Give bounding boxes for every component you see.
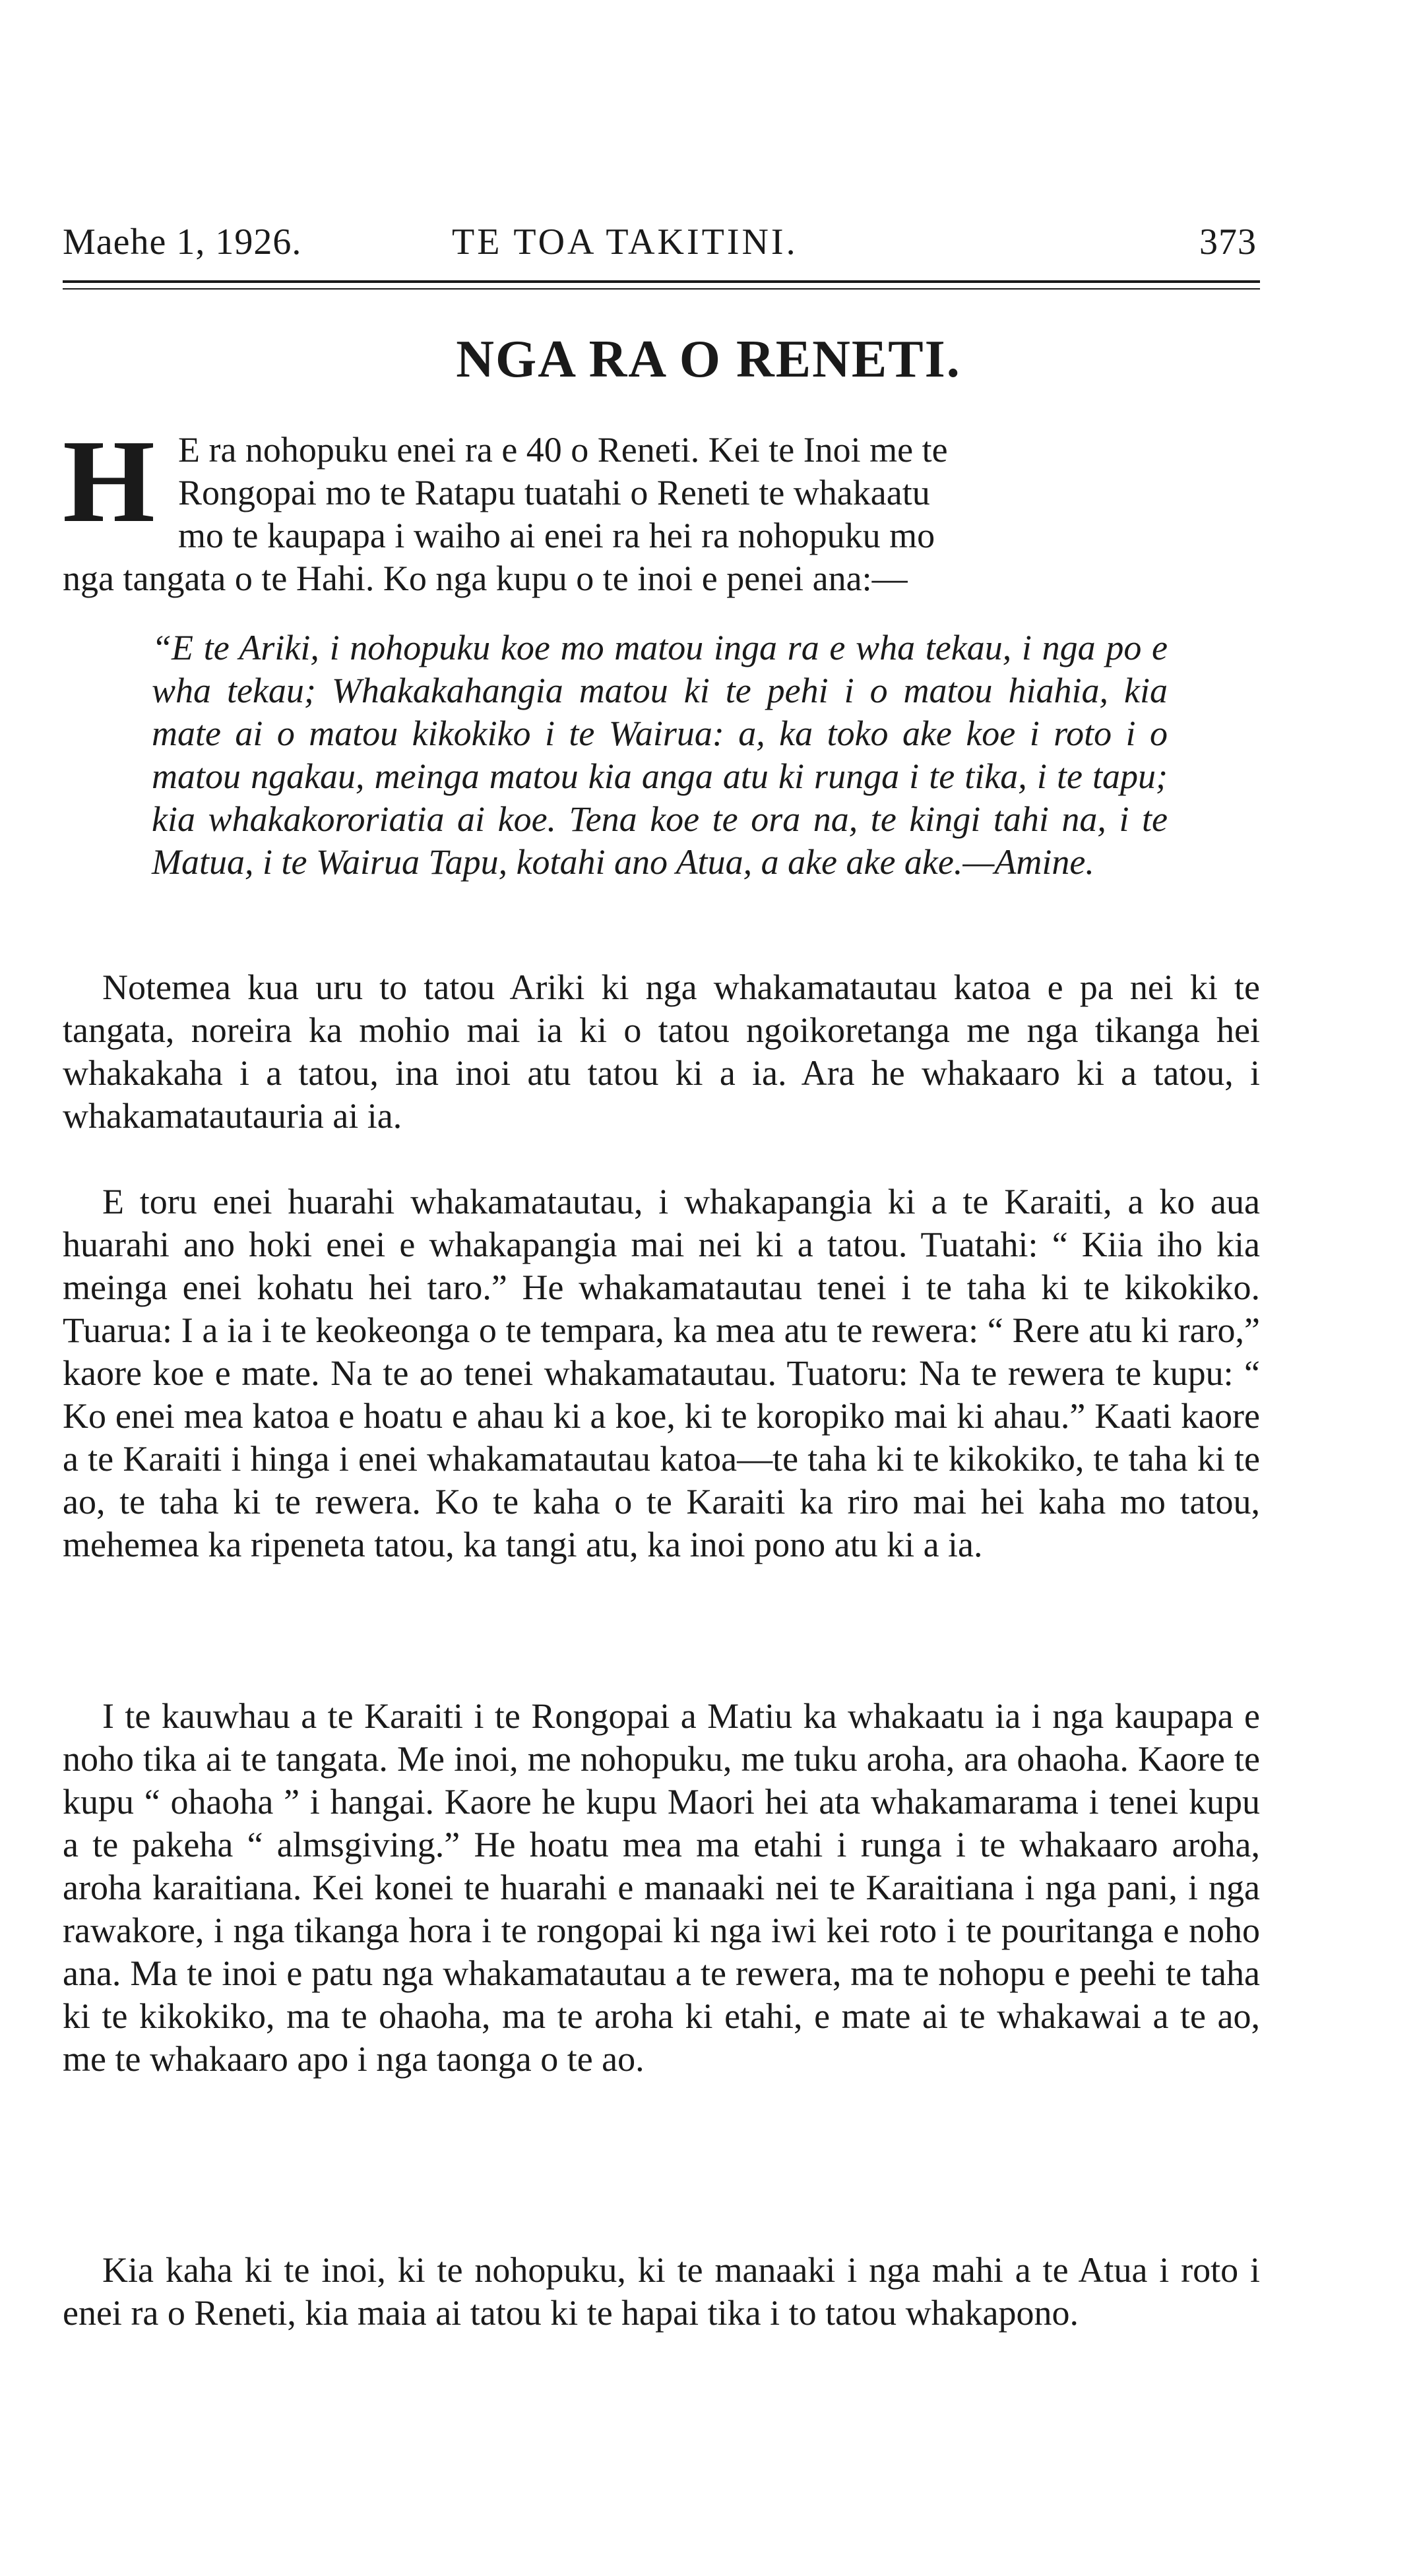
paragraph-2 [63, 1181, 1260, 1566]
article-title: NGA RA O RENETI. [456, 330, 961, 388]
body-paragraph: E toru enei huarahi whakamatautau, i whakapangia ki a te Karaiti, a ko aua huarahi ano hoki enei e whakapangia mai nei ki a tatou. Tuatahi: “ Kiia iho kia meinga enei kohatu hei taro.” He whakamatautau tenei i te taha ki te kikokiko. Tuarua: I a ia i te keokeonga o te tempara, ka mea atu te rewera: “ Rere atu ki raro,” kaore koe e mate. Na te ao tenei whakamatautau. Tuatoru: Na te rewera te kupu: “ Ko enei mea katoa e hoatu e ahau ki a koe, ki te koropiko mai ki ahau.” Kaati kaore a te Karaiti i hinga i enei whakamatautau katoa—te taha ki te kikokiko, te taha ki te ao, te taha ki te rewera. Ko te kaha o te Karaiti ka riro mai hei kaha mo tatou, mehemea ka ripeneta tatou, ka tangi atu, ka inoi pono atu ki a ia. [63, 1182, 1260, 1564]
intro-line: mo te kaupapa i waiho ai enei ra hei ra nohopuku mo [178, 516, 935, 555]
body-paragraph: Notemea kua uru to tatou Ariki ki nga whakamatautau katoa e pa nei ki te tangata, noreira ka mohio mai ia ki o tatou ngoikoretanga me nga tikanga hei whakakaha i a tatou, ina inoi atu tatou ki a ia. Ara he whakaaro ki a tatou, i whakamatautauria ai ia. [63, 967, 1260, 1136]
publication-title: TE TOA TAKITINI. [452, 222, 798, 262]
prayer-text [152, 627, 1168, 884]
paragraph-4 [63, 2249, 1260, 2335]
body-paragraph: I te kauwhau a te Karaiti i te Rongopai a Matiu ka whakaatu ia i nga kaupapa e noho tika ai te tangata. Me inoi, me nohopuku, me tuku aroha, ara ohaoha. Kaore te kupu “ ohaoha ” i hangai. Kaore he kupu Maori hei ata whakamarama i tenei kupu a te pakeha “ almsgiving.” He hoatu mea ma etahi i runga i te whakaaro aroha, aroha karaitiana. Kei konei te huarahi e manaaki nei te Karaitiana i nga pani, i nga rawakore, i nga tikanga hora i te rongopai ki nga iwi kei roto i te pouritanga e noho ana. Ma te inoi e patu nga whakamatautau a te rewera, ma te nohopu e peehi te taha ki te kikokiko, ma te ohaoha, ma te aroha ki etahi, e mate ai te whakawai a te ao, me te whakaaro apo i nga taonga o te ao. [63, 1696, 1260, 2079]
header-rule-thick [63, 280, 1260, 283]
body-paragraph: Kia kaha ki te inoi, ki te nohopuku, ki te manaaki i nga mahi a te Atua i roto i enei ra o Reneti, kia maia ai tatou ki te hapai tika i to tatou whakapono. [63, 2250, 1260, 2333]
paragraph-3 [63, 1695, 1260, 2081]
drop-cap: H [63, 415, 156, 547]
intro-lines [178, 429, 1260, 557]
paragraph-1 [63, 966, 1260, 1138]
issue-date: Maehe 1, 1926. [63, 222, 302, 262]
prayer-paragraph: “E te Ariki, i nohopuku koe mo matou inga ra e wha tekau, i nga po e wha tekau; Whakakahangia matou ki te pehi i o matou hiahia, kia mate ai o matou kikokiko i te Wairua: a, ka toko ake koe i roto i o matou ngakau, meinga matou kia anga atu ki runga i te tika, i te tapu; kia whakakororiatia ai koe. Tena koe te ora na, te kingi tahi na, i te Matua, i te Wairua Tapu, kotahi ano Atua, a ake ake ake.—Amine. [152, 628, 1168, 882]
intro-line: Rongopai mo te Ratapu tuatahi o Reneti te whakaatu [178, 473, 930, 512]
intro-continuation: nga tangata o te Hahi. Ko nga kupu o te inoi e penei ana:— [63, 559, 908, 598]
header-rule-thin [63, 288, 1260, 290]
intro-line: E ra nohopuku enei ra e 40 o Reneti. Kei te Inoi me te [178, 430, 948, 470]
running-header [63, 221, 1257, 274]
page-number: 373 [1199, 222, 1257, 262]
